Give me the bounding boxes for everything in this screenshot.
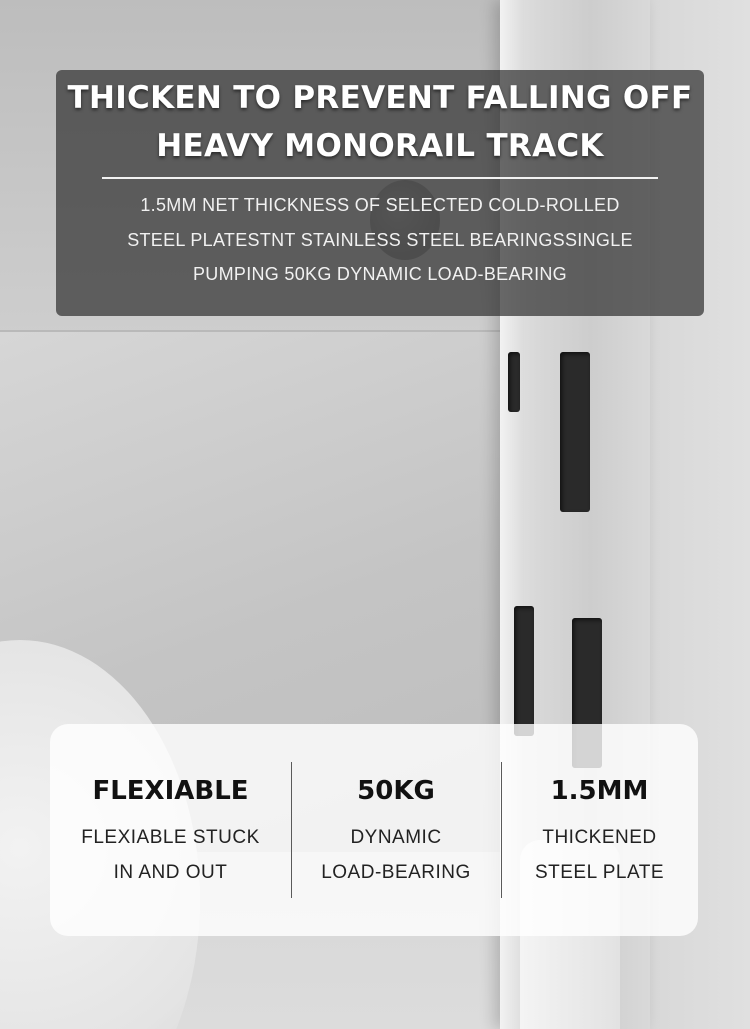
feature-flexiable — [50, 724, 291, 936]
feature-load — [291, 724, 501, 936]
headline-line-1: THICKEN TO PREVENT FALLING OFF — [67, 80, 693, 116]
feature-title: 1.5MM — [550, 776, 649, 806]
headline-divider — [102, 177, 658, 179]
feature-caption-line: LOAD-BEARING — [321, 862, 471, 883]
feature-thickness — [501, 724, 698, 936]
feature-title: 50KG — [357, 776, 435, 806]
feature-caption-line: FLEXIABLE STUCK — [81, 827, 260, 848]
track-slot — [560, 352, 590, 512]
track-slot — [508, 352, 520, 412]
feature-caption-line: STEEL PLATE — [534, 862, 665, 883]
features-card — [50, 724, 698, 936]
track-slot — [514, 606, 534, 736]
feature-title: FLEXIABLE — [92, 776, 249, 806]
feature-caption-line: IN AND OUT — [113, 862, 228, 883]
feature-caption-line: THICKENED — [542, 827, 657, 848]
headline-line-2: HEAVY MONORAIL TRACK — [156, 128, 604, 164]
description-line-1: 1.5MM NET THICKNESS OF SELECTED COLD-ROLLED — [140, 195, 620, 215]
description-line-2: STEEL PLATESTNT STAINLESS STEEL BEARINGSSINGLE — [127, 230, 633, 250]
feature-caption-line: DYNAMIC — [350, 827, 442, 848]
description-line-3: PUMPING 50KG DYNAMIC LOAD-BEARING — [193, 264, 567, 284]
